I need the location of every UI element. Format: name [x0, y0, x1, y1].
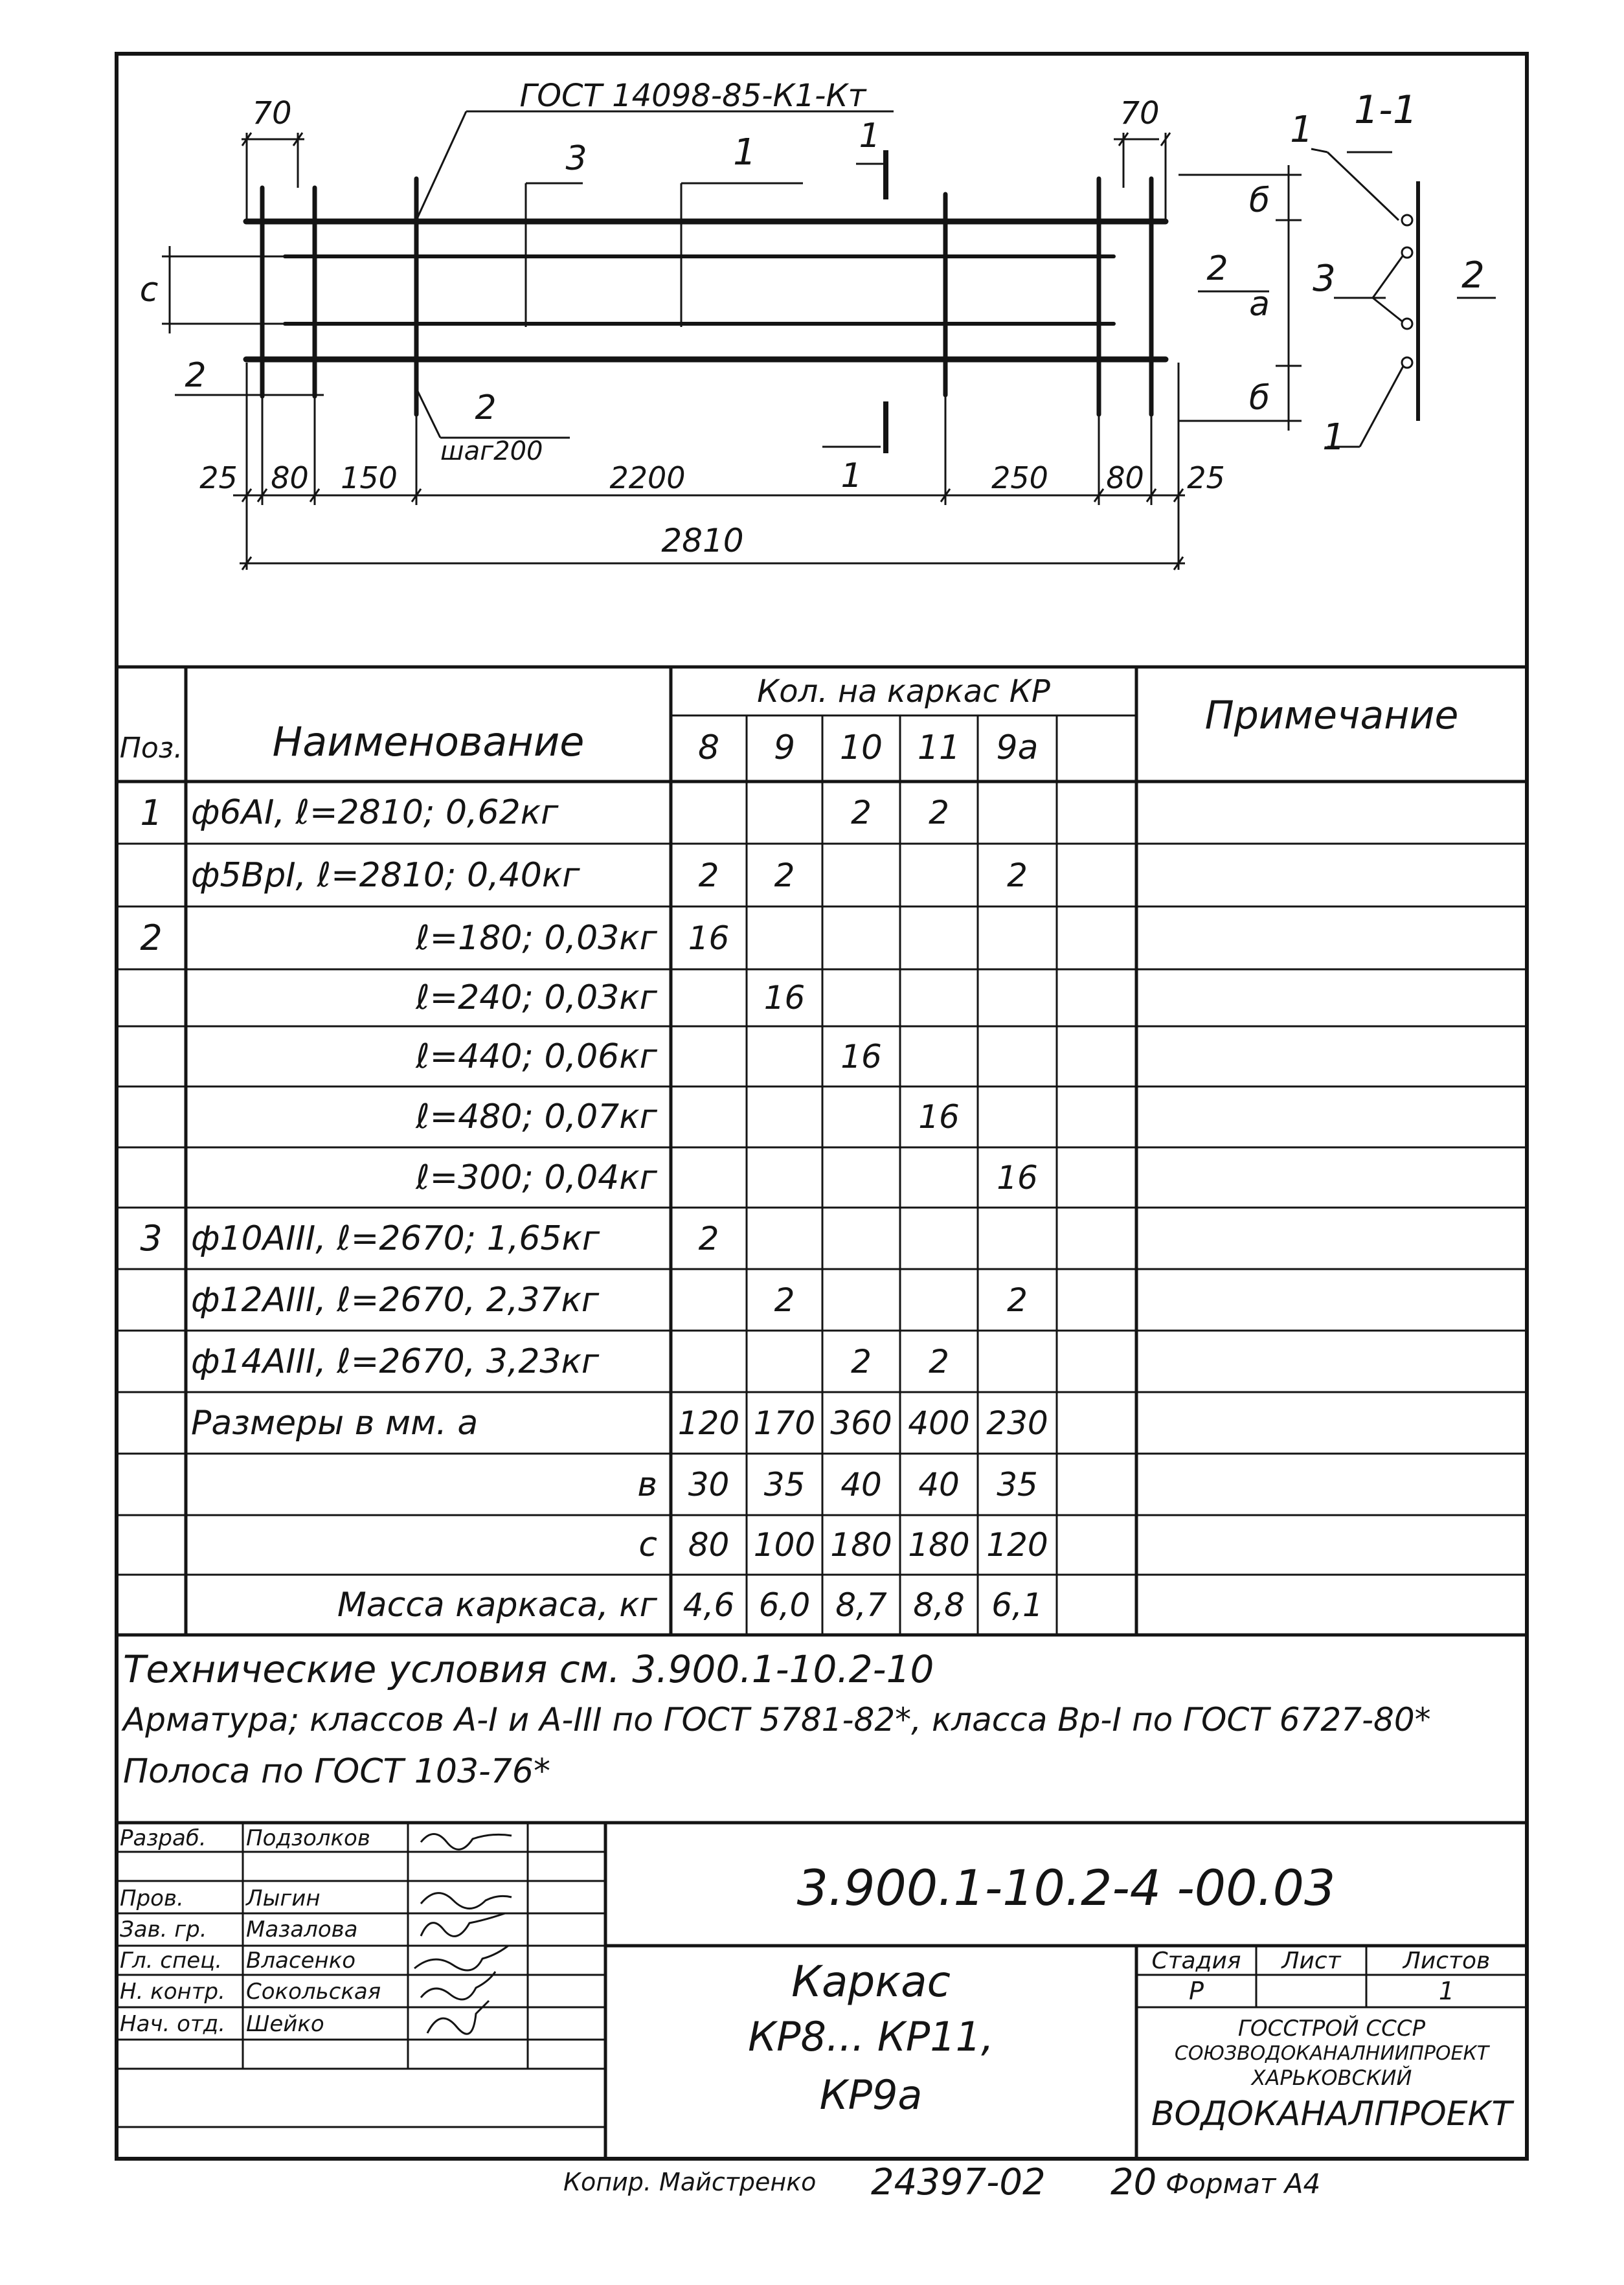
- row-qty-8: 4,6: [682, 1586, 735, 1624]
- title-line-1: Каркас: [791, 1956, 951, 2007]
- row-qty-10: 40: [840, 1465, 882, 1503]
- row-qty-9а: 6,1: [991, 1586, 1043, 1624]
- sec-pos-1-bottom: 1: [1322, 416, 1346, 458]
- dim-b-bottom-label: б: [1248, 379, 1270, 418]
- sheets-label: Листов: [1403, 1948, 1491, 1974]
- row-qty-10: 360: [830, 1404, 892, 1442]
- row-qty-10: 8,7: [835, 1586, 887, 1624]
- row-name: с: [638, 1525, 657, 1564]
- row-name: в: [637, 1465, 657, 1504]
- row-qty-9а: 230: [986, 1404, 1048, 1442]
- org-line-2: СОЮЗВОДОКАНАЛНИИПРОЕКТ: [1174, 2042, 1489, 2065]
- row-qty-9а: 35: [997, 1465, 1038, 1503]
- footer-format: Формат А4: [1166, 2167, 1321, 2200]
- dim-c-label: с: [139, 271, 159, 310]
- note-tech-conditions: Технические условия см. 3.900.1-10.2-10: [123, 1647, 934, 1691]
- section-title: 1-1: [1354, 87, 1417, 133]
- bottom-dim-150: 150: [341, 460, 398, 495]
- bottom-dim-25-right: 25: [1187, 460, 1225, 495]
- sig-role-dept-head: Нач. отд.: [120, 2010, 226, 2037]
- sig-name-checker: Лыгин: [246, 1885, 321, 1911]
- bottom-dim-2200: 2200: [609, 460, 686, 495]
- row-qty-10: 2: [851, 794, 872, 831]
- row-qty-9: 2: [774, 1281, 795, 1319]
- sig-name-group-head: Мазалова: [246, 1917, 358, 1942]
- note-strip: Полоса по ГОСТ 103-76*: [123, 1751, 550, 1791]
- row-qty-8: 2: [698, 1219, 719, 1257]
- sheet-label: Лист: [1281, 1948, 1341, 1974]
- bottom-dim-250: 250: [991, 460, 1048, 495]
- col-qty-header: Кол. на каркас КР: [757, 673, 1050, 710]
- row-pos: 2: [140, 917, 163, 958]
- title-line-3: КР9а: [819, 2071, 923, 2119]
- sig-role-empty: [120, 1854, 242, 1881]
- pos-2-right-label: 2: [1206, 249, 1228, 288]
- dim-70-left: 70: [252, 95, 292, 131]
- dim-a-label: а: [1249, 285, 1270, 324]
- row-qty-8: 16: [688, 919, 730, 957]
- sec-pos-3: 3: [1313, 257, 1336, 300]
- row-name: ℓ=440; 0,06кг: [416, 1037, 657, 1076]
- row-qty-11: 2: [929, 1342, 949, 1380]
- row-qty-9: 35: [763, 1465, 806, 1503]
- sub-col-9: 9: [773, 728, 796, 767]
- row-name: ф6АI, ℓ=2810; 0,62кг: [191, 793, 559, 832]
- sig-name-chief-spec: Власенко: [246, 1948, 356, 1974]
- row-qty-8: 2: [698, 856, 719, 894]
- section-mark-bottom: 1: [840, 456, 863, 495]
- row-qty-9а: 2: [1007, 856, 1028, 894]
- stage-value: Р: [1189, 1977, 1204, 2005]
- row-qty-11: 8,8: [913, 1586, 965, 1624]
- row-qty-11: 16: [918, 1098, 960, 1136]
- row-qty-9: 2: [774, 856, 795, 894]
- row-qty-10: 16: [840, 1037, 882, 1075]
- footer-code: 24397-02: [871, 2161, 1046, 2203]
- org-line-4: ВОДОКАНАЛПРОЕКТ: [1151, 2095, 1513, 2133]
- row-qty-9: 6,0: [758, 1586, 811, 1624]
- row-qty-10: 2: [851, 1342, 872, 1380]
- signature-scribbles: [414, 1834, 512, 2034]
- footer-num: 20: [1111, 2161, 1157, 2203]
- sig-role-group-head: Зав. гр.: [120, 1917, 207, 1942]
- dim-b-top-label: б: [1248, 181, 1270, 220]
- pos-3-label: 3: [565, 139, 587, 178]
- sub-col-8: 8: [697, 728, 720, 767]
- bottom-dim-80-right: 80: [1106, 460, 1144, 495]
- stage-label: Стадия: [1151, 1948, 1241, 1974]
- section-mark-top: 1: [859, 117, 881, 155]
- row-name: ℓ=300; 0,04кг: [416, 1158, 657, 1197]
- row-qty-8: 120: [677, 1404, 740, 1442]
- sheets-value: 1: [1438, 1977, 1455, 2005]
- row-name: ф12АIII, ℓ=2670, 2,37кг: [191, 1280, 600, 1320]
- row-qty-9а: 120: [986, 1526, 1048, 1564]
- row-qty-11: 40: [918, 1465, 960, 1503]
- sec-pos-2: 2: [1461, 254, 1485, 297]
- row-name: Размеры в мм. а: [191, 1403, 479, 1443]
- sec-pos-1-top: 1: [1290, 108, 1313, 151]
- sub-col-10: 10: [839, 728, 883, 767]
- sig-role-norm-control: Н. контр.: [120, 1978, 225, 2005]
- row-qty-8: 80: [688, 1526, 730, 1564]
- row-qty-11: 400: [908, 1404, 970, 1442]
- total-length-label: 2810: [661, 522, 744, 559]
- row-qty-9а: 2: [1007, 1281, 1028, 1319]
- sig-name-empty: [246, 1854, 407, 1881]
- doc-number: 3.900.1-10.2-4 -00.03: [796, 1858, 1336, 1917]
- row-qty-11: 2: [929, 794, 949, 831]
- pos-2-mid-label: 2: [475, 388, 497, 427]
- row-qty-11: 180: [908, 1526, 970, 1564]
- step-label: шаг200: [440, 436, 543, 466]
- row-qty-9: 170: [753, 1404, 816, 1442]
- sig-name-dept-head: Шейко: [246, 2010, 324, 2037]
- gost-label: ГОСТ 14098-85-К1-Кт: [519, 78, 866, 114]
- col-name-header: Наименование: [272, 717, 585, 765]
- sig-name-norm-control: Сокольская: [246, 1978, 381, 2005]
- row-pos: 1: [140, 792, 163, 833]
- row-name: ℓ=240; 0,03кг: [416, 978, 657, 1017]
- row-name: ℓ=480; 0,07кг: [416, 1097, 657, 1136]
- row-qty-9: 16: [763, 979, 806, 1017]
- sig-role-checker: Пров.: [120, 1885, 184, 1911]
- pos-1-label: 1: [733, 131, 756, 174]
- pos-2-left-label: 2: [185, 356, 207, 395]
- col-pos-header: Поз.: [119, 731, 183, 765]
- note-reinforcement: Арматура; классов А-I и А-III по ГОСТ 5781-82*, класса Вр-I по ГОСТ 6727-80*: [123, 1700, 1431, 1739]
- sig-role-developer: Разраб.: [120, 1825, 207, 1851]
- dim-70-right: 70: [1120, 95, 1160, 131]
- bottom-dim-25-left: 25: [199, 460, 238, 495]
- row-name: ф14АIII, ℓ=2670, 3,23кг: [191, 1342, 600, 1381]
- row-qty-9: 100: [753, 1526, 816, 1564]
- title-line-2: КР8... КР11,: [748, 2012, 994, 2060]
- row-name: Масса каркаса, кг: [337, 1585, 657, 1625]
- row-name: ℓ=180; 0,03кг: [416, 918, 657, 958]
- row-qty-10: 180: [830, 1526, 892, 1564]
- footer-copy: Копир. Майстренко: [563, 2168, 817, 2196]
- row-qty-9а: 16: [997, 1158, 1038, 1197]
- sub-col-11: 11: [917, 728, 961, 767]
- row-name: ф5ВрI, ℓ=2810; 0,40кг: [191, 855, 580, 895]
- sig-role-chief-spec: Гл. спец.: [120, 1948, 223, 1974]
- row-pos: 3: [140, 1218, 163, 1259]
- org-line-1: ГОССТРОЙ СССР: [1237, 2016, 1426, 2042]
- bottom-dim-80-left: 80: [271, 460, 309, 495]
- row-qty-8: 30: [688, 1465, 730, 1503]
- row-name: ф10АIII, ℓ=2670; 1,65кг: [191, 1219, 600, 1258]
- org-line-3: ХАРЬКОВСКИЙ: [1251, 2066, 1412, 2090]
- sig-name-developer: Подзолков: [246, 1825, 370, 1851]
- sheet-value: [1256, 1976, 1366, 2006]
- col-note-header: Примечание: [1204, 693, 1459, 738]
- sub-col-9a: 9а: [996, 728, 1039, 767]
